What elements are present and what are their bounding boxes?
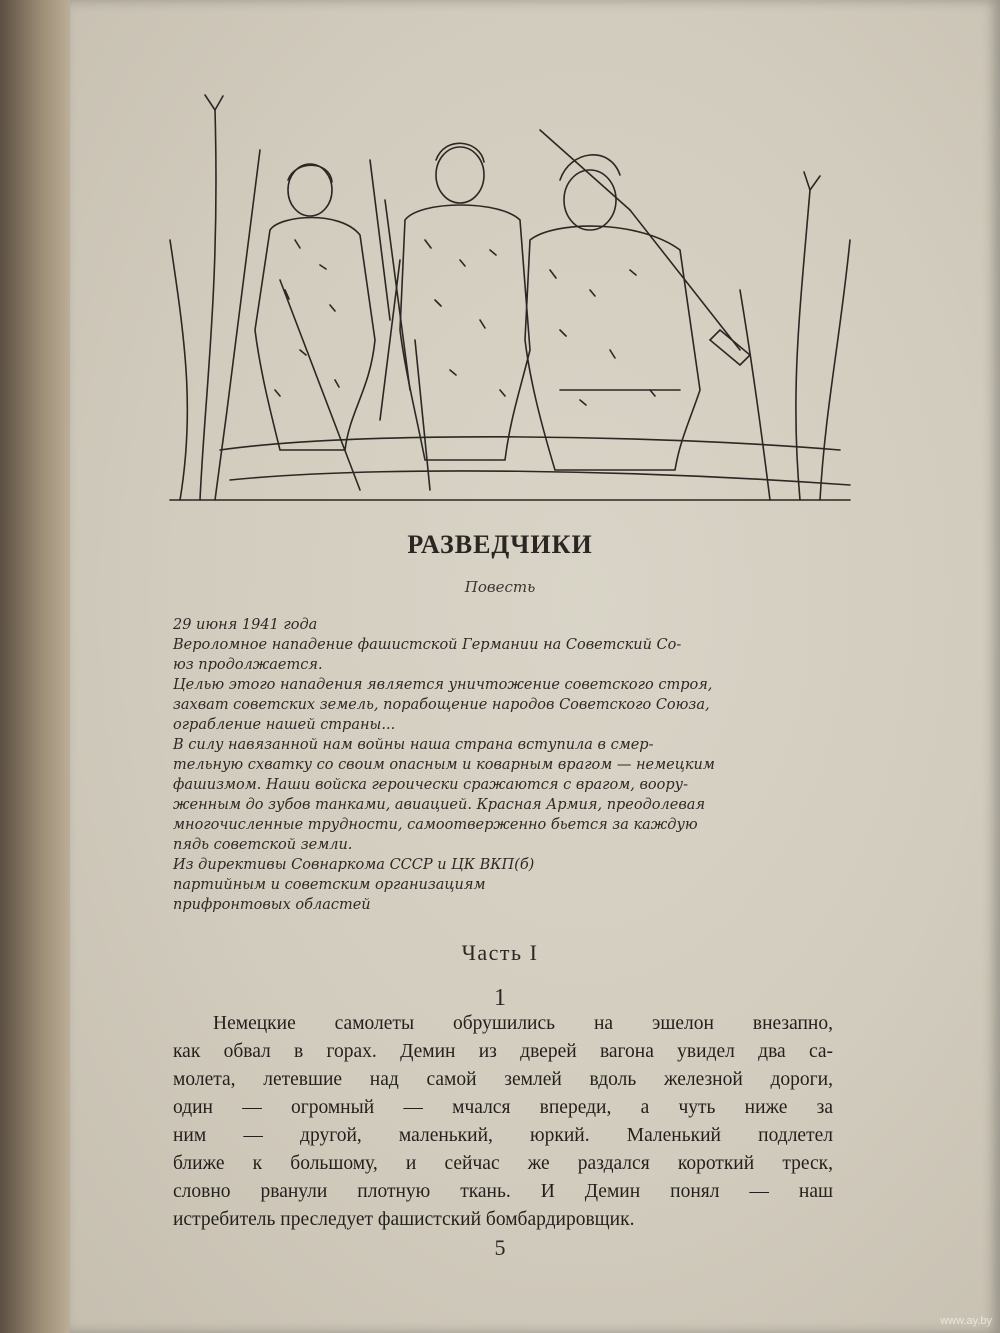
body-line: словно рванули плотную ткань. И Демин понял — наш (173, 1181, 833, 1202)
story-title: РАЗВЕДЧИКИ (407, 530, 593, 559)
epigraph-source: партийным и советским организациям (173, 877, 486, 893)
body-line: Немецкие самолеты обрушились на эшелон внезапно, (213, 1013, 833, 1034)
epigraph-line: Вероломное нападение фашистской Германии на Советский Со- (173, 637, 682, 653)
epigraph-line: В силу навязанной нам войны наша страна вступила в смер- (173, 737, 654, 753)
story-subtitle: Повесть (464, 578, 536, 596)
epigraph-line: женным до зубов танками, авиацией. Красная Армия, преодолевая (173, 797, 706, 813)
epigraph-line: фашизмом. Наши войска героически сражаются с врагом, воору- (173, 777, 688, 793)
body-line: как обвал в горах. Демин из дверей вагона увидел два са- (173, 1041, 833, 1062)
body-text (173, 1010, 833, 1234)
epigraph-date: 29 июня 1941 года (173, 617, 318, 633)
watermark: www.ay.by (940, 1315, 992, 1327)
body-line: молета, летевшие над самой землей вдоль железной дороги, (173, 1069, 833, 1090)
epigraph-line: пядь советской земли. (173, 837, 353, 853)
epigraph-line: Целью этого нападения является уничтожение советского строя, (173, 677, 713, 693)
epigraph-line: тельную схватку со своим опасным и коварным врагом — немецким (173, 757, 715, 773)
body-line: ближе к большому, и сейчас же раздался короткий треск, (173, 1153, 833, 1174)
body-line: один — огромный — мчался впереди, а чуть ниже за (173, 1097, 833, 1118)
body-line: ним — другой, маленький, юркий. Маленький подлетел (173, 1125, 833, 1146)
epigraph (173, 615, 813, 915)
part-heading: Часть I (461, 940, 539, 965)
epigraph-line: многочисленные трудности, самоотверженно бьется за каждую (173, 817, 698, 833)
book-left-edge (0, 0, 80, 1333)
page-number: 5 (494, 1235, 506, 1260)
scouts-illustration (160, 90, 860, 510)
epigraph-line: ограбление нашей страны... (173, 717, 396, 733)
epigraph-source: Из директивы Совнаркома СССР и ЦК ВКП(б) (173, 857, 535, 873)
epigraph-source: прифронтовых областей (173, 897, 371, 913)
chapter-number: 1 (494, 985, 506, 1011)
epigraph-line: захват советских земель, порабощение народов Советского Союза, (173, 697, 710, 713)
body-line: истребитель преследует фашистский бомбардировщик. (173, 1209, 635, 1230)
book-page (70, 0, 1000, 1333)
epigraph-line: юз продолжается. (173, 657, 323, 673)
